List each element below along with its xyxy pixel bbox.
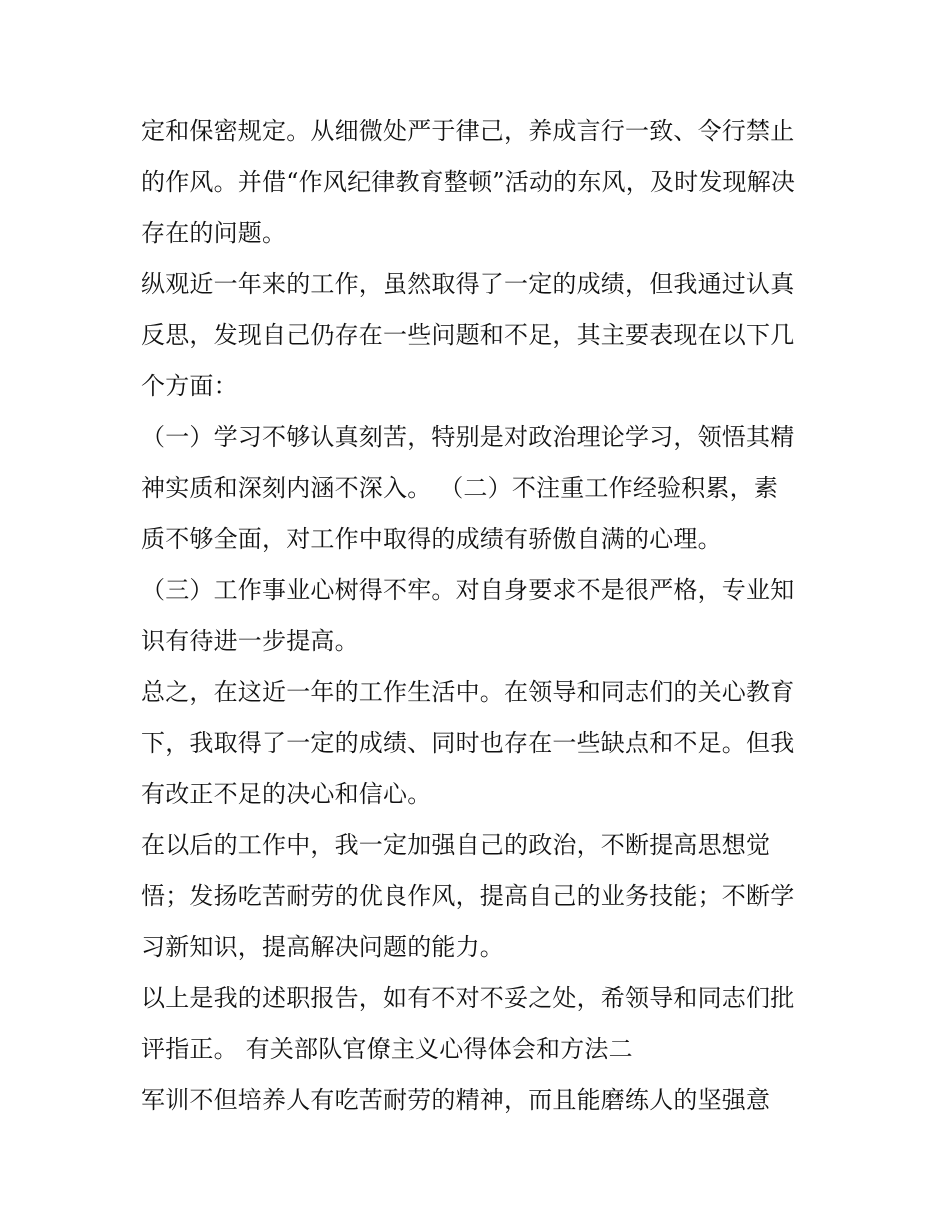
text-line: 以上是我的述职报告，如有不对不妥之处，希领导和同志们批 [141, 984, 795, 1012]
text-line: 有改正不足的决心和信心。 [141, 780, 432, 808]
text-line: 神实质和深刻内涵不深入。 （二）不注重工作经验积累，素 [141, 474, 779, 502]
text-line: 在以后的工作中，我一定加强自己的政治，不断提高思想觉 [141, 831, 771, 859]
text-line: 下，我取得了一定的成绩、同时也存在一些缺点和不足。但我 [141, 729, 795, 757]
text-line: 军训不但培养人有吃苦耐劳的精神，而且能磨练人的坚强意 [141, 1086, 771, 1114]
text-line: 反思，发现自己仍存在一些问题和不足，其主要表现在以下几 [141, 321, 795, 349]
document-body [141, 106, 821, 1126]
text-line: 存在的问题。 [141, 219, 287, 247]
text-line: 总之，在这近一年的工作生活中。在领导和同志们的关心教育 [141, 678, 795, 706]
text-line: （一）学习不够认真刻苦，特别是对政治理论学习，领悟其精 [141, 423, 795, 451]
text-line: 个方面： [141, 372, 238, 400]
text-line: 评指正。 有关部队官僚主义心得体会和方法二 [141, 1035, 633, 1063]
text-line: 质不够全面，对工作中取得的成绩有骄傲自满的心理。 [141, 525, 722, 553]
text-line: 的作风。并借“作风纪律教育整顿”活动的东风，及时发现解决 [141, 168, 796, 196]
text-line: （三）工作事业心树得不牢。对自身要求不是很严格，专业知 [141, 576, 795, 604]
text-line: 悟；发扬吃苦耐劳的优良作风，提高自己的业务技能；不断学 [141, 882, 795, 910]
text-line: 定和保密规定。从细微处严于律己，养成言行一致、令行禁止 [141, 117, 795, 145]
text-line: 纵观近一年来的工作，虽然取得了一定的成绩，但我通过认真 [141, 270, 795, 298]
text-line: 习新知识，提高解决问题的能力。 [141, 933, 504, 961]
text-line: 识有待进一步提高。 [141, 627, 359, 655]
